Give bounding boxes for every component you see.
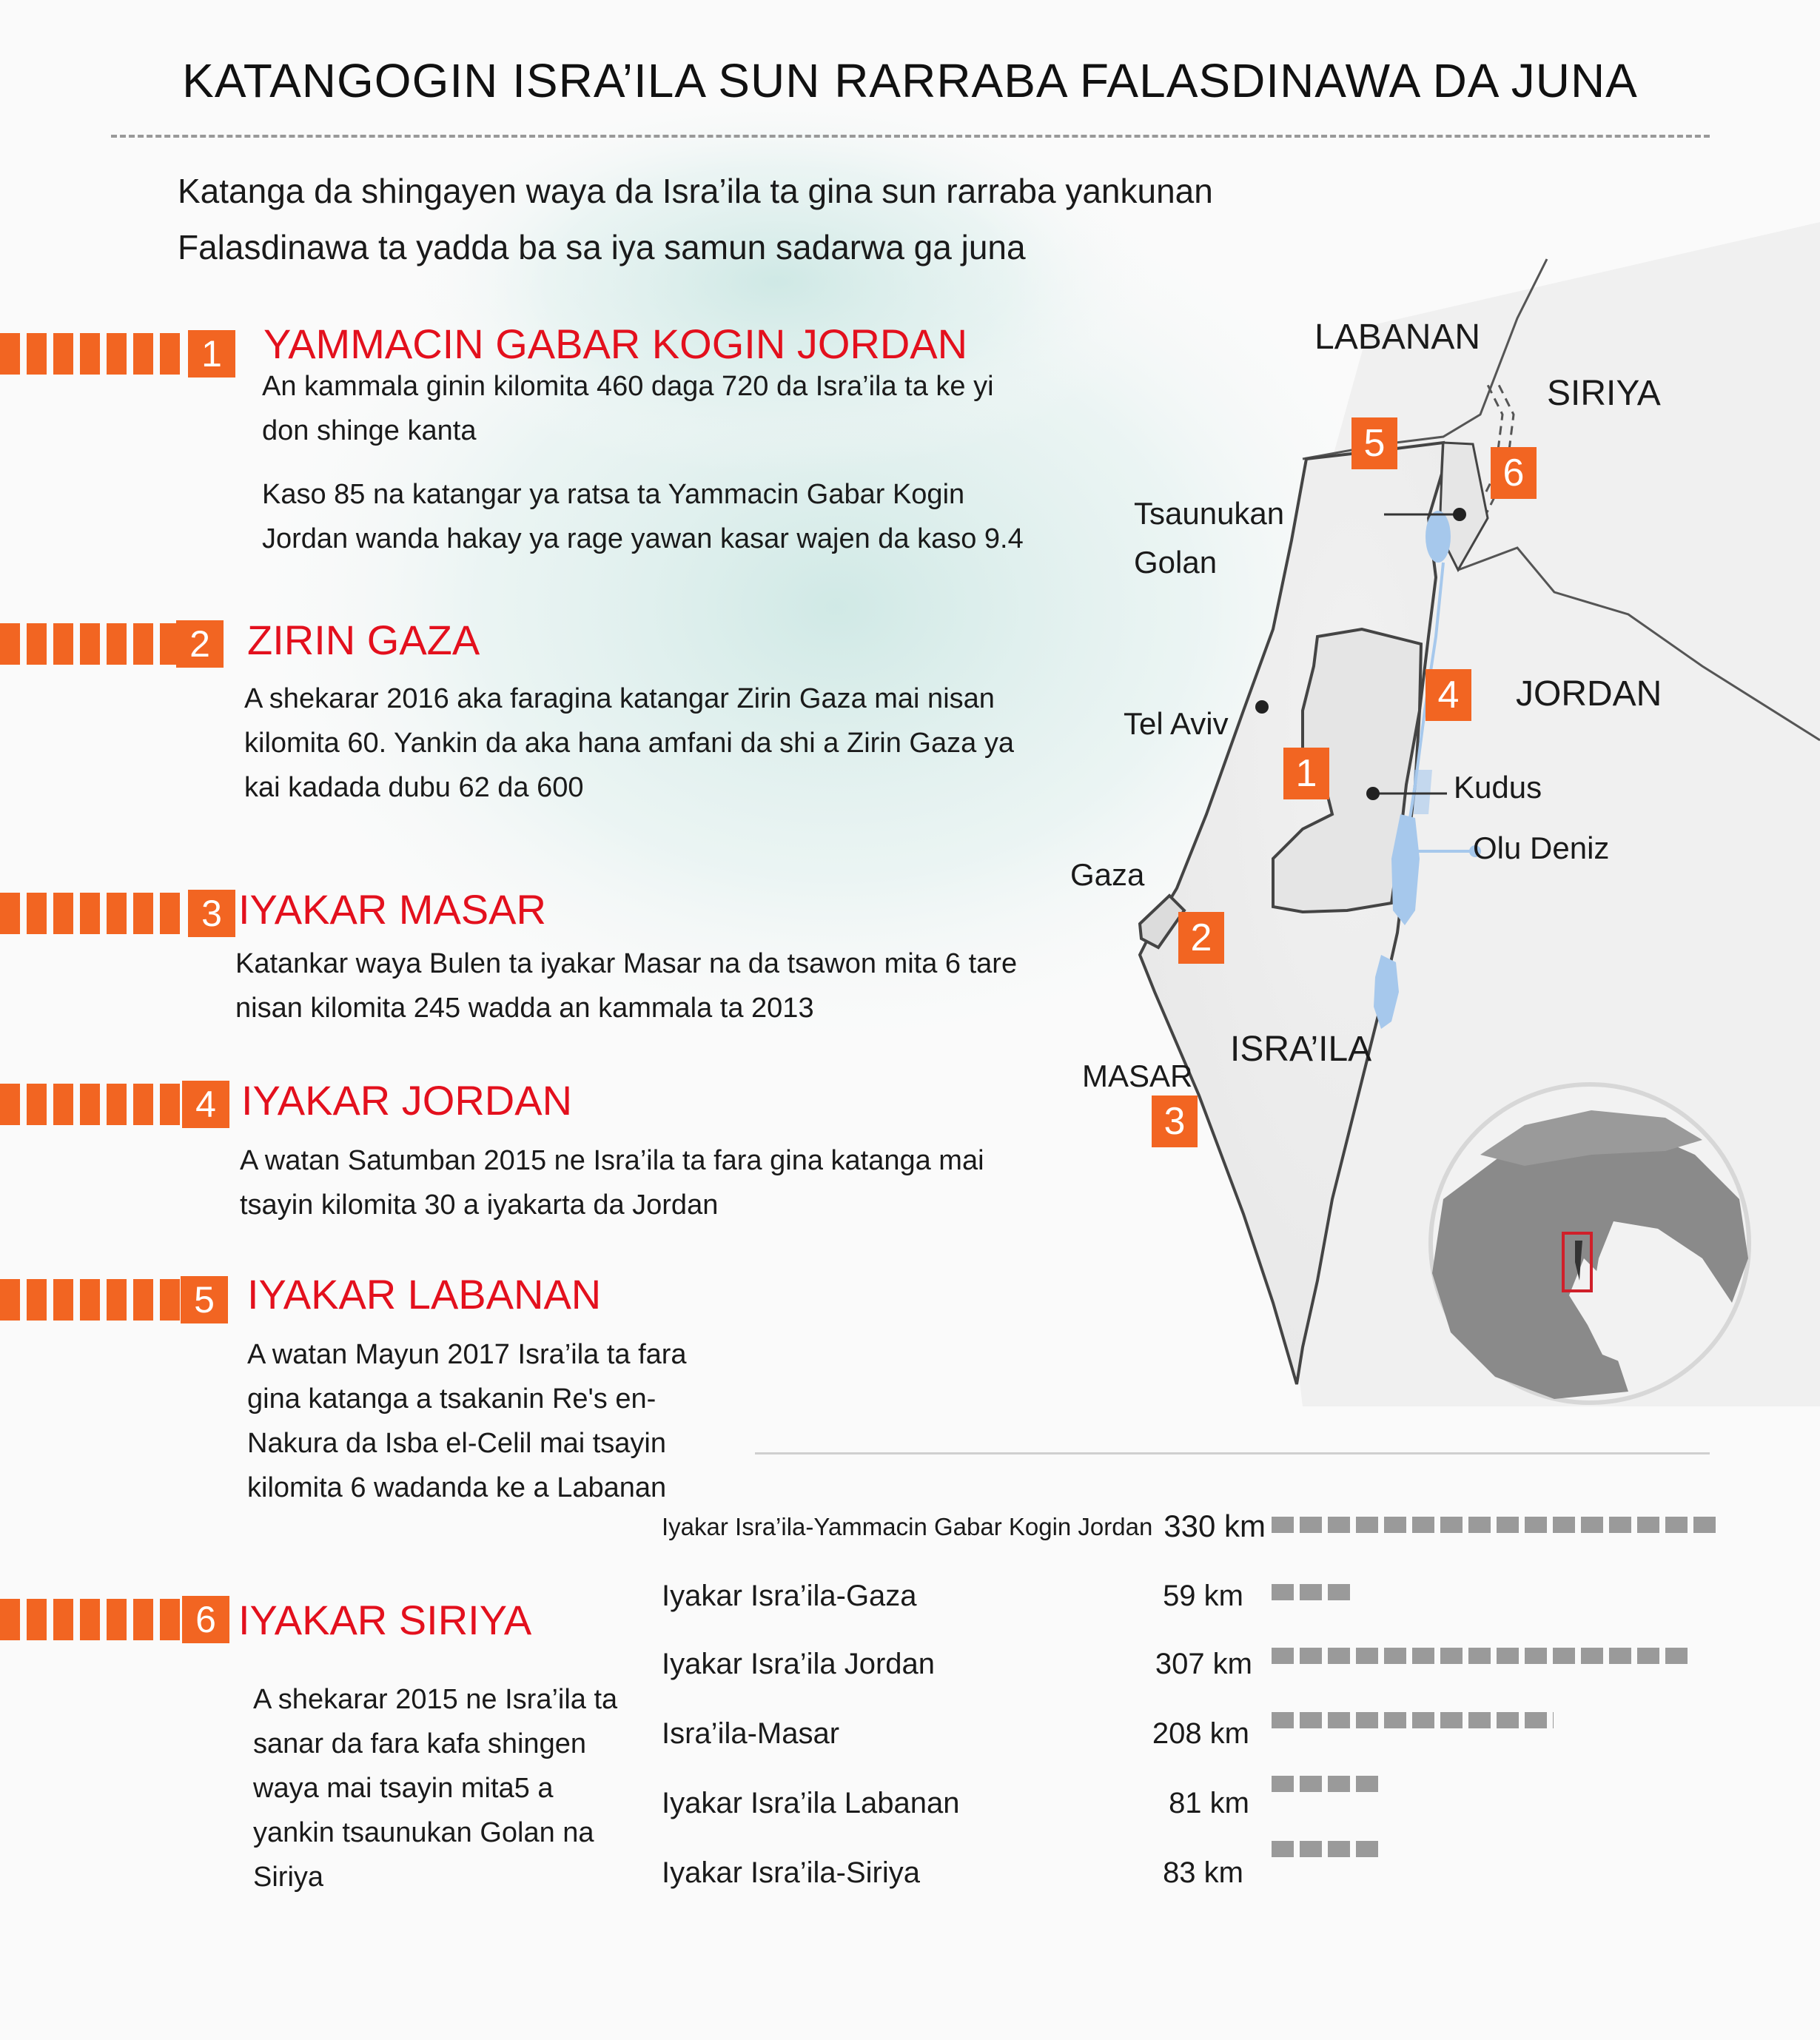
page-title: KATANGOGIN ISRA’ILA SUN RARRABA FALASDINAWA DA JUNA [182,54,1638,107]
table-row-1-bar-fill [1272,1517,1719,1533]
table-divider [755,1452,1710,1454]
table-row-6-bar-fill [1272,1841,1384,1857]
table-row-3-bar-fill [1272,1648,1688,1664]
section-4-number: 4 [182,1081,229,1128]
map-marker-4: 4 [1426,669,1471,721]
table-row-4-label: Isra’ila-Masar [662,1717,840,1750]
table-row-6-value: 83 km [1163,1856,1243,1889]
section-3-number: 3 [188,890,235,937]
section-1-bars [0,333,180,375]
map-label-tel-aviv: Tel Aviv [1124,706,1229,741]
section-3-bars [0,893,180,934]
table-row-1-bar [1272,1517,1719,1533]
map-marker-1: 1 [1283,748,1329,799]
section-1-body [262,364,1047,580]
table-row-3-label: Iyakar Isra’ila Jordan [662,1648,936,1680]
table-row-3-value: 307 km [1155,1648,1252,1680]
table-row-2-value: 59 km [1163,1580,1243,1612]
section-6-title: IYAKAR SIRIYA [238,1597,532,1643]
table-row-2-label: Iyakar Isra’ila-Gaza [662,1580,917,1612]
section-1-number: 1 [188,330,235,378]
intro-line-2: Falasdinawa ta yadda ba sa iya samun sadarwa ga juna [178,228,1026,266]
section-2-body [244,677,1029,829]
map-marker-5: 5 [1351,417,1397,469]
map-label-siriya: SIRIYA [1547,374,1661,413]
section-6-body [253,1677,638,1919]
section-1-paragraph-2: Kaso 85 na katangar ya ratsa ta Yammacin Gabar Kogin Jordan wanda hakay ya rage yawan kasar wajen da kaso 9.4 [262,479,1024,554]
map-label-kudus: Kudus [1454,770,1542,805]
section-2-paragraph-1: A shekarar 2016 aka faragina katangar Zirin Gaza mai nisan kilomita 60. Yankin da aka hana amfani da shi a Zirin Gaza ya kai kadada dubu 62 da 600 [244,683,1014,803]
table-row-4-value: 208 km [1152,1717,1249,1750]
table-row-4-bar [1272,1712,1719,1728]
section-2-title: ZIRIN GAZA [247,617,480,663]
table-row-6-bar [1272,1841,1719,1857]
map-label-masar: MASAR [1082,1058,1193,1093]
section-1-title: YAMMACIN GABAR KOGIN JORDAN [263,321,968,367]
section-3-body [235,942,1027,1050]
map-label-tsaunukan: Tsaunukan [1134,496,1285,531]
table-row-2-bar [1272,1584,1719,1600]
section-2-bars [0,623,180,665]
map-label-labanan: LABANAN [1314,318,1481,357]
map-marker-6: 6 [1491,447,1537,499]
section-5-bars [0,1279,180,1321]
map-label-israila: ISRA’ILA [1230,1030,1372,1069]
map-marker-2: 2 [1178,912,1224,964]
section-5-paragraph-1: A watan Mayun 2017 Isra’ila ta fara gina katanga a tsakanin Re's en-Nakura da Isba el-Celil mai tsayin kilomita 6 wadanda ke a Labanan [247,1339,687,1503]
table-row-1-value: 330 km [1163,1509,1266,1543]
map-label-olu-deniz: Olu Deniz [1473,831,1610,865]
map-label-gaza: Gaza [1070,857,1145,892]
section-6-number: 6 [182,1596,229,1643]
section-2-number: 2 [176,620,224,668]
table-row-1-label: Iyakar Isra’ila-Yammacin Gabar Kogin Jordan [662,1513,1153,1540]
intro-line-1: Katanga da shingayen waya da Isra’ila ta gina sun rarraba yankunan [178,172,1213,210]
section-4-paragraph-1: A watan Satumban 2015 ne Isra’ila ta fara gina katanga mai tsayin kilomita 30 a iyakarta da Jordan [240,1145,984,1221]
map-label-jordan: JORDAN [1516,674,1662,714]
table-row-2-bar-fill [1272,1584,1351,1600]
section-5-title: IYAKAR LABANAN [247,1271,602,1318]
table-row-6-label: Iyakar Isra’ila-Siriya [662,1856,920,1889]
table-row-5-label: Iyakar Isra’ila Labanan [662,1787,960,1819]
section-5-body [247,1332,721,1529]
table-row-5-value: 81 km [1169,1787,1249,1819]
table-row-5-bar-fill [1272,1776,1382,1792]
table-row-5-bar [1272,1776,1719,1792]
title-divider [111,135,1710,138]
table-row-4-bar-fill [1272,1712,1554,1728]
section-6-paragraph-1: A shekarar 2015 ne Isra’ila ta sanar da fara kafa shingen waya mai tsayin mita5 a yankin tsaunukan Golan na Siriya [253,1684,618,1893]
map-label-golan: Golan [1134,545,1218,580]
intro-text [178,163,1436,275]
section-6-bars [0,1599,180,1640]
section-3-title: IYAKAR MASAR [238,886,546,933]
section-3-paragraph-1: Katankar waya Bulen ta iyakar Masar na da tsawon mita 6 tare nisan kilomita 245 wadda an kammala ta 2013 [235,948,1018,1024]
section-4-body [240,1138,1024,1247]
section-4-title: IYAKAR JORDAN [241,1077,573,1124]
map-marker-3: 3 [1152,1096,1198,1147]
section-1-paragraph-1: An kammala ginin kilomita 460 daga 720 da Isra’ila ta ke yi don shinge kanta [262,371,994,446]
section-5-number: 5 [181,1276,228,1323]
table-row-3-bar [1272,1648,1719,1664]
section-4-bars [0,1084,180,1125]
